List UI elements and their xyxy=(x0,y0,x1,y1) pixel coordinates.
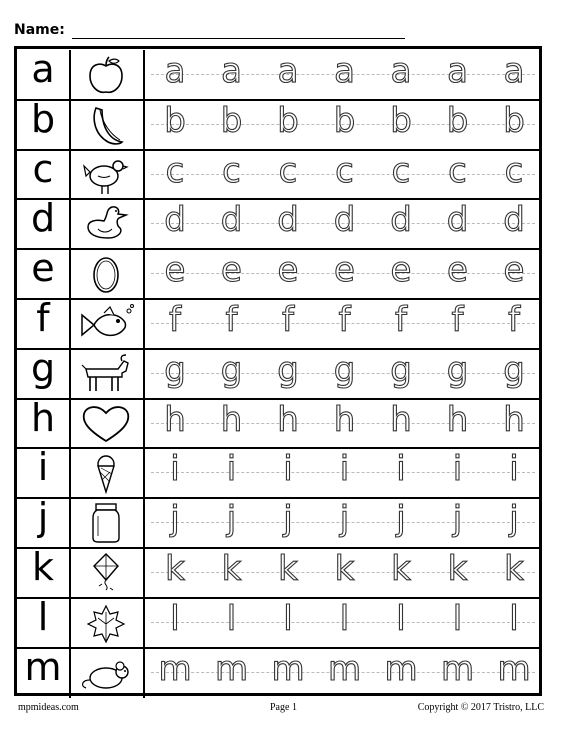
trace-letter: i xyxy=(339,449,350,490)
letter-row-i xyxy=(17,445,539,498)
letter-column-divider xyxy=(69,50,71,100)
mouse-icon xyxy=(75,652,137,694)
name-label: Name: xyxy=(14,22,65,38)
trace-letter: e xyxy=(164,250,186,291)
trace-letter: d xyxy=(277,200,299,241)
trace-letter: c xyxy=(278,150,298,191)
trace-letter: g xyxy=(446,349,469,390)
trace-area[interactable] xyxy=(147,399,539,449)
trace-area[interactable] xyxy=(147,199,539,249)
letter-column-divider xyxy=(69,448,71,498)
model-letter: i xyxy=(37,445,49,490)
trace-letter: a xyxy=(164,51,186,91)
trace-letter: a xyxy=(503,51,525,91)
letter-row-k xyxy=(17,545,539,598)
trace-letter: i xyxy=(226,449,237,490)
model-letter: e xyxy=(31,246,55,291)
trace-letter: b xyxy=(446,100,469,141)
tracing-sheet xyxy=(14,46,542,696)
trace-letter: h xyxy=(503,399,525,440)
picture-column-divider xyxy=(143,548,145,598)
trace-letter: a xyxy=(277,51,299,91)
letter-column-divider xyxy=(69,399,71,449)
trace-letter: f xyxy=(225,300,238,340)
trace-letter: j xyxy=(396,499,406,540)
letter-row-f xyxy=(17,296,539,349)
trace-letter: g xyxy=(503,349,525,390)
trace-area[interactable] xyxy=(147,150,539,200)
trace-letter: d xyxy=(164,200,186,241)
letter-column-divider xyxy=(69,299,71,349)
trace-letter: h xyxy=(390,399,412,440)
trace-letter: b xyxy=(390,100,412,141)
letter-row-j xyxy=(17,495,539,548)
trace-letter: j xyxy=(339,499,350,540)
trace-letter: g xyxy=(164,349,186,390)
letter-row-h xyxy=(17,395,539,449)
trace-letter: m xyxy=(158,648,192,689)
footer-copyright: Copyright © 2017 Tristro, LLC xyxy=(417,702,544,713)
picture-column-divider xyxy=(143,498,145,548)
trace-letter: i xyxy=(170,449,180,490)
trace-letter: c xyxy=(335,150,354,191)
trace-letter: h xyxy=(333,399,356,440)
trace-letter: e xyxy=(277,250,299,291)
trace-letter: a xyxy=(221,51,242,91)
trace-area[interactable] xyxy=(147,50,539,100)
trace-letter: h xyxy=(164,399,186,440)
picture-column-divider xyxy=(143,399,145,449)
trace-letter: f xyxy=(508,300,520,340)
model-letter: l xyxy=(37,594,49,639)
trace-letter: k xyxy=(221,549,242,589)
trace-letter: m xyxy=(497,648,531,689)
letter-column-divider xyxy=(69,249,71,299)
trace-letter: i xyxy=(283,449,293,490)
trace-letter: d xyxy=(333,200,356,241)
trace-area[interactable] xyxy=(147,100,539,150)
picture-column-divider xyxy=(143,50,145,100)
trace-letter: c xyxy=(448,150,467,191)
trace-area[interactable] xyxy=(147,299,539,349)
trace-area[interactable] xyxy=(147,249,539,299)
picture-column-divider xyxy=(143,349,145,399)
trace-letter: f xyxy=(282,300,294,340)
trace-letter: k xyxy=(165,549,185,589)
trace-letter: g xyxy=(333,349,356,390)
egg-icon xyxy=(75,253,137,295)
trace-letter: d xyxy=(503,200,525,241)
letter-column-divider xyxy=(69,498,71,548)
picture-column-divider xyxy=(143,448,145,498)
trace-letter: e xyxy=(503,250,525,291)
letter-row-e xyxy=(17,246,539,299)
trace-letter: l xyxy=(283,598,293,639)
trace-letter: f xyxy=(451,300,464,340)
name-line[interactable] xyxy=(72,38,405,39)
letter-row-m xyxy=(17,644,539,698)
trace-letter: k xyxy=(334,549,355,589)
trace-letter: i xyxy=(509,449,519,490)
apple-icon xyxy=(75,54,137,96)
trace-letter: a xyxy=(390,51,412,91)
letter-column-divider xyxy=(69,648,71,698)
trace-letter: b xyxy=(164,100,186,141)
picture-column-divider xyxy=(143,100,145,150)
model-letter: m xyxy=(24,644,62,689)
trace-area[interactable] xyxy=(147,548,539,598)
trace-letter: h xyxy=(220,399,243,440)
duck-icon xyxy=(75,203,137,245)
trace-letter: f xyxy=(395,300,407,340)
trace-letter: e xyxy=(447,250,468,291)
trace-letter: m xyxy=(214,648,249,689)
trace-letter: l xyxy=(339,598,350,639)
model-letter: c xyxy=(32,146,54,191)
jar-icon xyxy=(75,502,137,544)
chicken-icon xyxy=(75,154,137,196)
trace-letter: j xyxy=(170,499,180,540)
picture-column-divider xyxy=(143,249,145,299)
letter-column-divider xyxy=(69,199,71,249)
trace-letter: m xyxy=(384,648,418,689)
trace-letter: j xyxy=(452,499,463,540)
picture-column-divider xyxy=(143,648,145,698)
trace-letter: g xyxy=(277,349,299,390)
letter-column-divider xyxy=(69,598,71,648)
letter-row-l xyxy=(17,594,539,648)
trace-letter: e xyxy=(334,250,355,291)
trace-letter: l xyxy=(396,598,406,639)
trace-letter: j xyxy=(226,499,237,540)
trace-area[interactable] xyxy=(147,598,539,648)
trace-letter: e xyxy=(390,250,412,291)
trace-letter: l xyxy=(509,598,519,639)
model-letter: j xyxy=(37,495,49,540)
trace-letter: f xyxy=(338,300,351,340)
leaf-icon xyxy=(75,602,137,644)
trace-area[interactable] xyxy=(147,349,539,399)
footer-page: Page 1 xyxy=(270,702,297,713)
letter-column-divider xyxy=(69,548,71,598)
trace-letter: k xyxy=(447,549,468,589)
trace-letter: c xyxy=(504,150,524,191)
trace-letter: b xyxy=(503,100,525,141)
trace-letter: c xyxy=(391,150,411,191)
letter-row-b xyxy=(17,96,539,150)
trace-letter: l xyxy=(170,598,180,639)
trace-letter: a xyxy=(447,51,468,91)
trace-letter: c xyxy=(222,150,241,191)
trace-letter: f xyxy=(169,300,181,340)
trace-letter: d xyxy=(220,200,243,241)
letter-row-a xyxy=(17,47,539,100)
fish-icon xyxy=(75,303,137,345)
trace-letter: j xyxy=(283,499,293,540)
letter-column-divider xyxy=(69,349,71,399)
model-letter: a xyxy=(31,47,55,91)
trace-area[interactable] xyxy=(147,648,539,698)
name-row xyxy=(14,20,414,42)
model-letter: f xyxy=(36,296,50,340)
footer-site: mpmideas.com xyxy=(18,702,79,713)
heart-icon xyxy=(75,403,137,445)
letter-column-divider xyxy=(69,100,71,150)
trace-letter: l xyxy=(226,598,237,639)
model-letter: k xyxy=(31,545,54,589)
trace-letter: e xyxy=(221,250,242,291)
letter-column-divider xyxy=(69,150,71,200)
trace-letter: a xyxy=(334,51,355,91)
trace-letter: d xyxy=(446,200,469,241)
trace-letter: l xyxy=(452,598,463,639)
trace-letter: b xyxy=(277,100,299,141)
trace-letter: i xyxy=(452,449,463,490)
trace-letter: b xyxy=(220,100,243,141)
trace-letter: g xyxy=(220,349,243,390)
banana-icon xyxy=(75,104,137,146)
trace-letter: g xyxy=(390,349,412,390)
trace-letter: m xyxy=(271,648,305,689)
trace-letter: j xyxy=(509,499,519,540)
letter-row-g xyxy=(17,345,539,399)
trace-letter: k xyxy=(391,549,411,589)
model-letter: g xyxy=(30,345,56,390)
model-letter: h xyxy=(30,395,56,440)
trace-letter: b xyxy=(333,100,356,141)
trace-letter: k xyxy=(278,549,298,589)
picture-column-divider xyxy=(143,150,145,200)
trace-letter: m xyxy=(440,648,475,689)
picture-column-divider xyxy=(143,598,145,648)
letter-row-d xyxy=(17,196,539,249)
letter-row-c xyxy=(17,146,539,200)
trace-area[interactable] xyxy=(147,498,539,548)
picture-column-divider xyxy=(143,299,145,349)
goat-icon xyxy=(75,353,137,395)
kite-icon xyxy=(75,552,137,594)
trace-letter: i xyxy=(396,449,406,490)
trace-area[interactable] xyxy=(147,448,539,498)
trace-letter: m xyxy=(327,648,362,689)
trace-letter: h xyxy=(277,399,299,440)
trace-letter: d xyxy=(390,200,412,241)
ice-cream-icon xyxy=(75,452,137,494)
trace-letter: k xyxy=(504,549,524,589)
trace-letter: h xyxy=(446,399,469,440)
model-letter: d xyxy=(30,196,56,241)
trace-letter: c xyxy=(165,150,185,191)
model-letter: b xyxy=(30,96,56,141)
picture-column-divider xyxy=(143,199,145,249)
